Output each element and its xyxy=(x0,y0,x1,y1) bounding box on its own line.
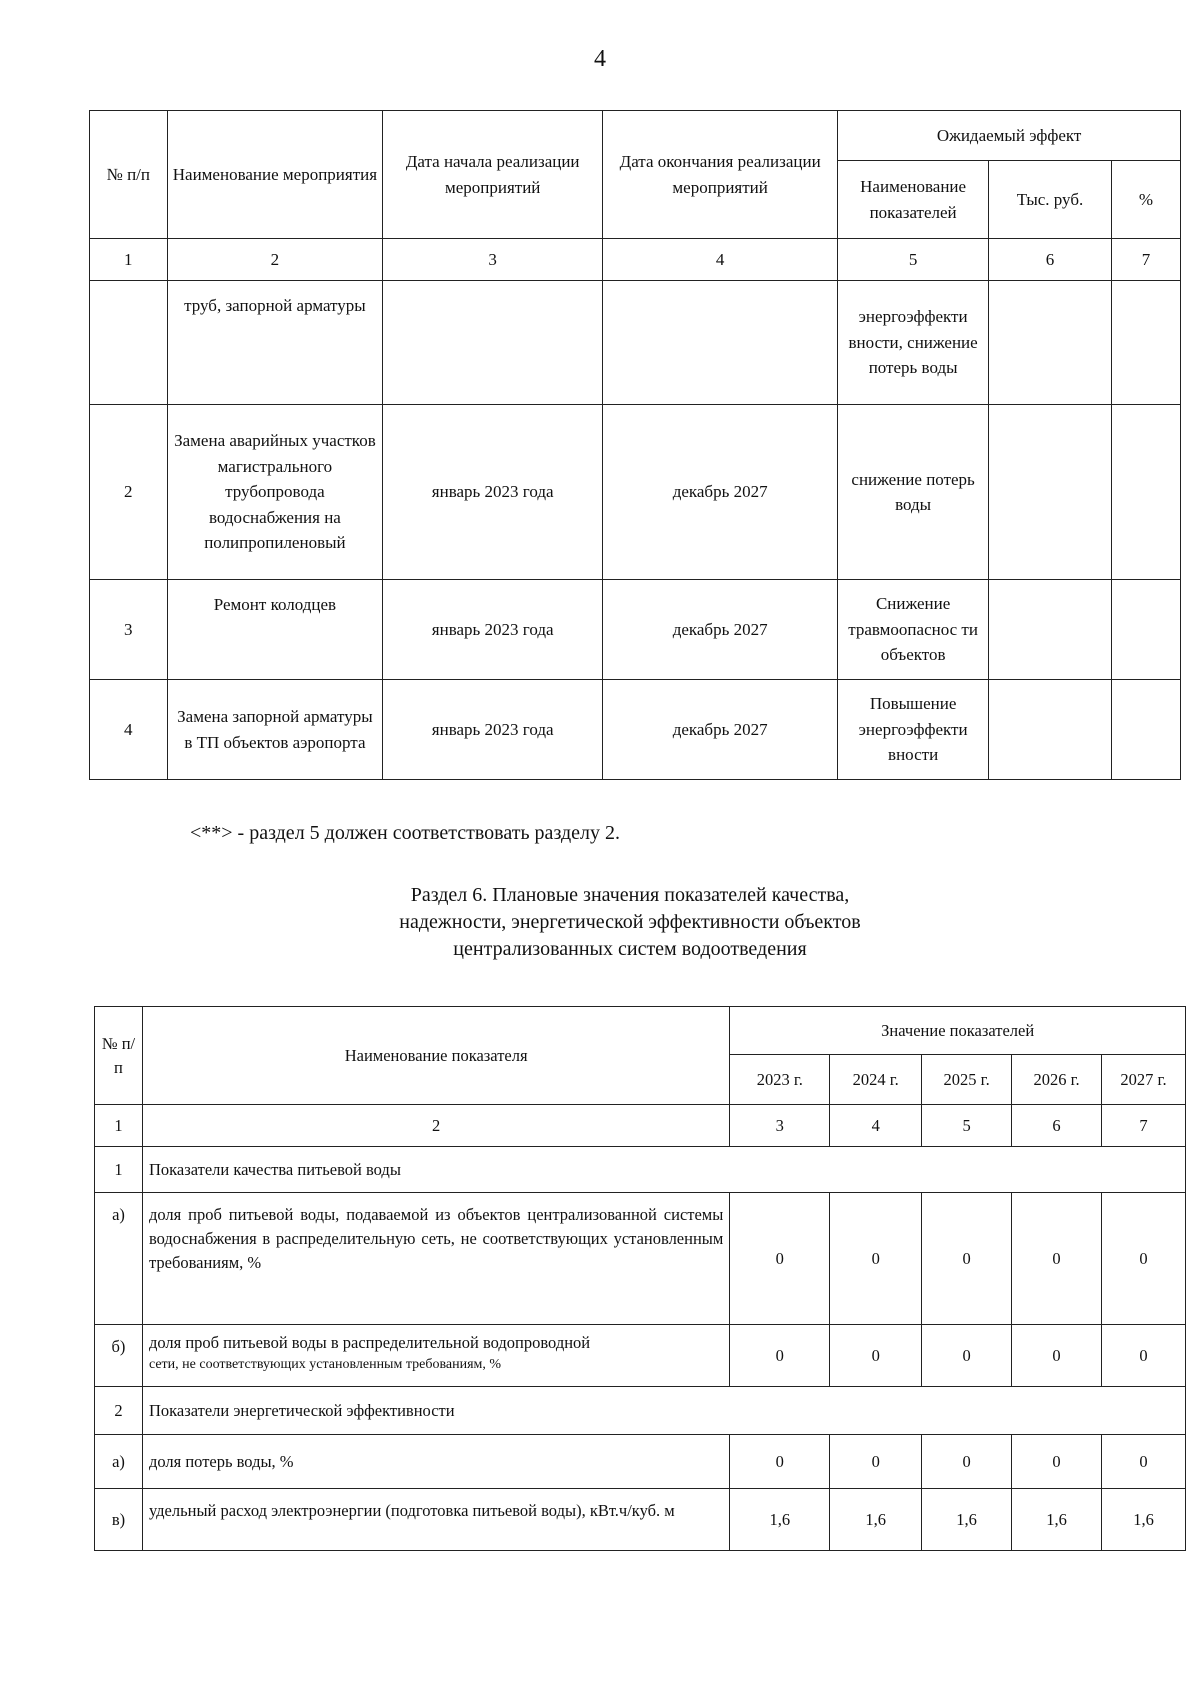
row-num xyxy=(90,281,168,405)
row-measure-name: труб, запорной арматуры xyxy=(167,281,383,405)
row-value: 1,6 xyxy=(1102,1489,1186,1551)
header-values: Значение показателей xyxy=(730,1007,1186,1055)
header-indicator-name: Наименование показателя xyxy=(142,1007,729,1105)
row-pct xyxy=(1111,405,1180,580)
row-value: 0 xyxy=(922,1325,1012,1387)
row-indicator: Снижение травмоопаснос ти объектов xyxy=(838,580,989,680)
section-title-line: централизованных систем водоотведения xyxy=(453,938,807,960)
col-number: 7 xyxy=(1111,239,1180,281)
header-num: № п/п xyxy=(95,1007,143,1105)
row-value: 0 xyxy=(830,1193,922,1325)
row-value: 0 xyxy=(1012,1435,1102,1489)
col-number: 4 xyxy=(603,239,838,281)
indicators-table xyxy=(94,1006,1186,1551)
col-number: 1 xyxy=(90,239,168,281)
header-year: 2027 г. xyxy=(1102,1055,1186,1105)
header-year: 2026 г. xyxy=(1012,1055,1102,1105)
row-value: 0 xyxy=(922,1193,1012,1325)
row-indicator-name-line: сети, не соответствующих установленным требованиям, % xyxy=(148,1356,502,1372)
row-indicator-name: удельный расход электроэнергии (подготовка питьевой воды), кВт.ч/куб. м xyxy=(142,1489,729,1551)
column-numbers-row xyxy=(90,239,1181,281)
col-number: 6 xyxy=(1012,1105,1102,1147)
row-indicator-name: доля потерь воды, % xyxy=(142,1435,729,1489)
row-num: 4 xyxy=(90,680,168,780)
table-row xyxy=(95,1325,1186,1387)
row-start-date: январь 2023 года xyxy=(383,405,603,580)
header-expected-effect: Ожидаемый эффект xyxy=(838,111,1181,161)
header-year: 2023 г. xyxy=(730,1055,830,1105)
row-value: 0 xyxy=(830,1325,922,1387)
row-value: 1,6 xyxy=(830,1489,922,1551)
section-6-title xyxy=(260,882,1000,963)
row-value: 0 xyxy=(1102,1193,1186,1325)
group-title: Показатели энергетической эффективности xyxy=(142,1387,1185,1435)
table-row xyxy=(90,405,1181,580)
table-row xyxy=(95,1193,1186,1325)
row-pct xyxy=(1111,281,1180,405)
row-num: 3 xyxy=(90,580,168,680)
header-percent: % xyxy=(1111,161,1180,239)
footnote: <**> - раздел 5 должен соответствовать разделу 2. xyxy=(190,822,621,844)
group-num: 1 xyxy=(95,1147,143,1193)
col-number: 6 xyxy=(989,239,1112,281)
row-rub xyxy=(989,281,1112,405)
header-thousand-rub: Тыс. руб. xyxy=(989,161,1112,239)
row-rub xyxy=(989,405,1112,580)
col-number: 3 xyxy=(730,1105,830,1147)
row-measure-name: Ремонт колодцев xyxy=(167,580,383,680)
row-num: 2 xyxy=(90,405,168,580)
header-start-date: Дата начала реализации мероприятий xyxy=(383,111,603,239)
row-measure-name: Замена запорной арматуры в ТП объектов аэропорта xyxy=(167,680,383,780)
row-indicator-name-line: доля проб питьевой воды в распределительной водопроводной xyxy=(148,1333,591,1352)
row-value: 0 xyxy=(730,1435,830,1489)
col-number: 3 xyxy=(383,239,603,281)
header-year: 2024 г. xyxy=(830,1055,922,1105)
row-num: а) xyxy=(95,1193,143,1325)
header-year: 2025 г. xyxy=(922,1055,1012,1105)
header-indicator-name: Наименование показателей xyxy=(838,161,989,239)
row-start-date: январь 2023 года xyxy=(383,580,603,680)
row-num: б) xyxy=(95,1325,143,1387)
row-num: а) xyxy=(95,1435,143,1489)
row-measure-name: Замена аварийных участков магистрального трубопровода водоснабжения на полипропиленовый xyxy=(167,405,383,580)
col-number: 4 xyxy=(830,1105,922,1147)
group-title: Показатели качества питьевой воды xyxy=(142,1147,1185,1193)
page-number: 4 xyxy=(594,46,606,72)
col-number: 2 xyxy=(167,239,383,281)
col-number: 2 xyxy=(142,1105,729,1147)
row-indicator-name: доля проб питьевой воды, подаваемой из объектов централизованной системы водоснабжения в распределительную сеть, не соответствующих установленным требованиям, % xyxy=(142,1193,729,1325)
row-indicator: энергоэффекти вности, снижение потерь воды xyxy=(838,281,989,405)
col-number: 1 xyxy=(95,1105,143,1147)
row-value: 0 xyxy=(1102,1325,1186,1387)
row-value: 1,6 xyxy=(730,1489,830,1551)
row-rub xyxy=(989,580,1112,680)
header-num: № п/п xyxy=(90,111,168,239)
column-numbers-row xyxy=(95,1105,1186,1147)
row-indicator: Повышение энергоэффекти вности xyxy=(838,680,989,780)
row-value: 1,6 xyxy=(922,1489,1012,1551)
row-start-date xyxy=(383,281,603,405)
header-end-date: Дата окончания реализации мероприятий xyxy=(603,111,838,239)
row-value: 1,6 xyxy=(1012,1489,1102,1551)
section-title-line: надежности, энергетической эффективности объектов xyxy=(399,911,861,933)
row-rub xyxy=(989,680,1112,780)
group-row xyxy=(95,1387,1186,1435)
row-value: 0 xyxy=(830,1435,922,1489)
col-number: 5 xyxy=(838,239,989,281)
row-value: 0 xyxy=(1102,1435,1186,1489)
table-row xyxy=(95,1489,1186,1551)
section-title-line: Раздел 6. Плановые значения показателей качества, xyxy=(410,884,850,906)
row-value: 0 xyxy=(730,1193,830,1325)
row-start-date: январь 2023 года xyxy=(383,680,603,780)
row-indicator-name xyxy=(142,1325,729,1387)
row-indicator: снижение потерь воды xyxy=(838,405,989,580)
group-row xyxy=(95,1147,1186,1193)
measures-table xyxy=(89,110,1181,780)
row-value: 0 xyxy=(922,1435,1012,1489)
col-number: 5 xyxy=(922,1105,1012,1147)
table-row xyxy=(90,680,1181,780)
row-value: 0 xyxy=(1012,1193,1102,1325)
row-value: 0 xyxy=(730,1325,830,1387)
row-end-date: декабрь 2027 xyxy=(603,405,838,580)
row-pct xyxy=(1111,580,1180,680)
table-row xyxy=(95,1435,1186,1489)
row-value: 0 xyxy=(1012,1325,1102,1387)
table-row xyxy=(90,281,1181,405)
row-end-date: декабрь 2027 xyxy=(603,680,838,780)
col-number: 7 xyxy=(1102,1105,1186,1147)
header-measure-name: Наименование мероприятия xyxy=(167,111,383,239)
row-end-date: декабрь 2027 xyxy=(603,580,838,680)
row-num: в) xyxy=(95,1489,143,1551)
table-row xyxy=(90,580,1181,680)
row-pct xyxy=(1111,680,1180,780)
group-num: 2 xyxy=(95,1387,143,1435)
row-end-date xyxy=(603,281,838,405)
